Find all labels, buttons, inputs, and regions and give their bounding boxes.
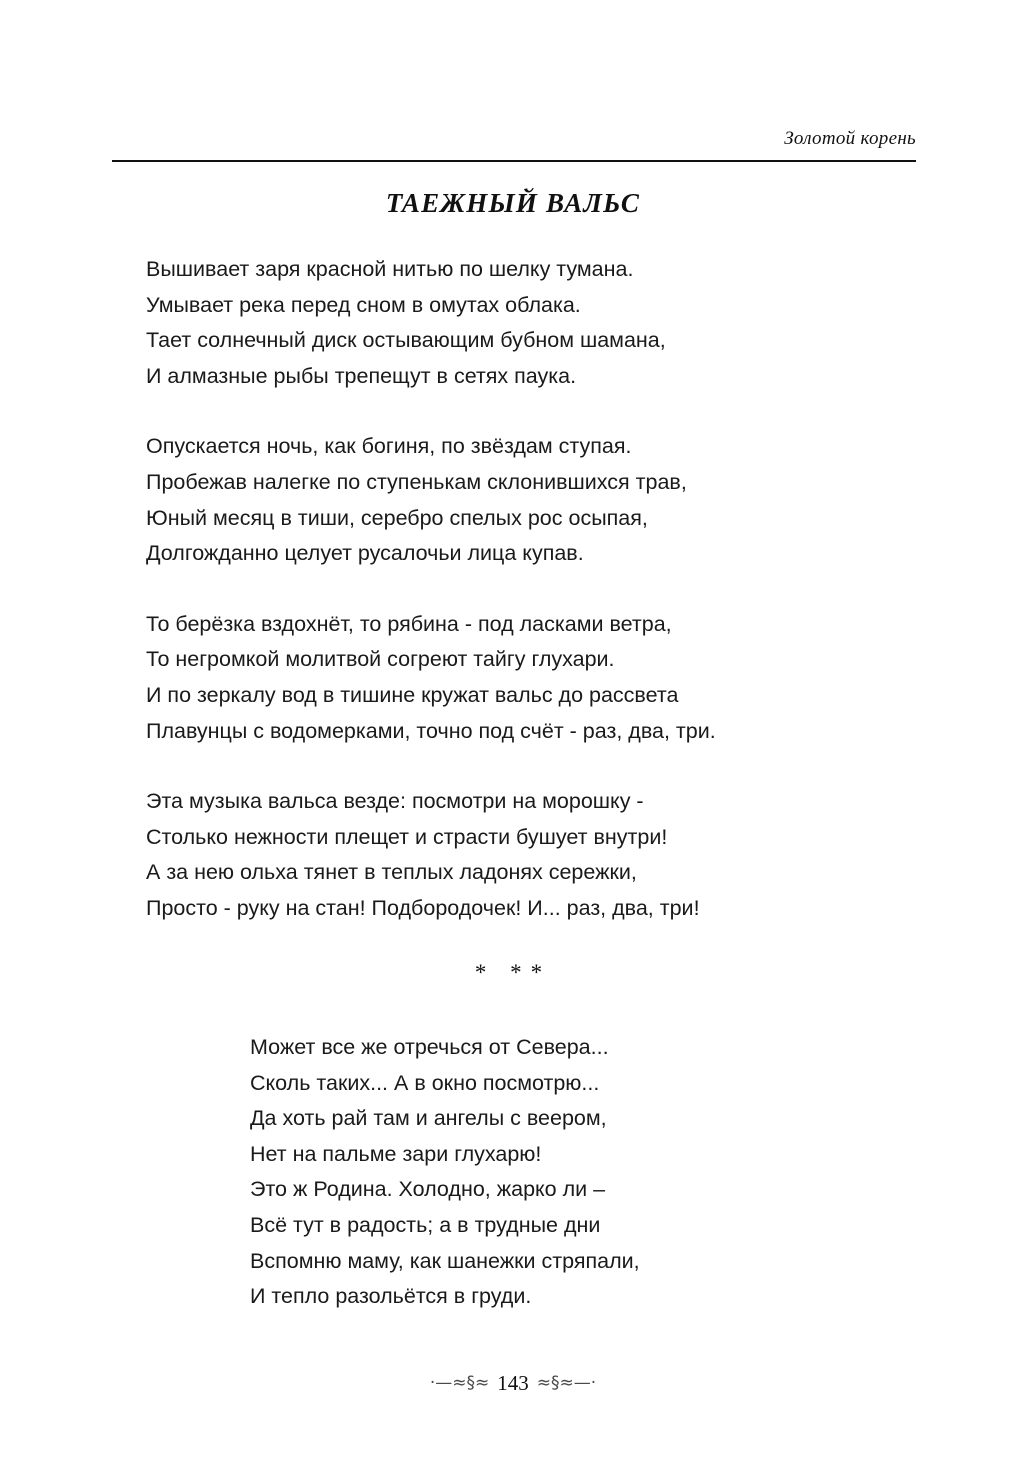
poem-line: Столько нежности плещет и страсти бушует внутри!: [146, 824, 668, 849]
poem-line: Может все же отречься от Севера...: [250, 1035, 609, 1059]
ornament-left-icon: ·—≈§≈: [429, 1373, 490, 1393]
running-head: Золотой корень: [784, 128, 916, 149]
poem-line: Долгожданно целует русалочьи лица купав.: [146, 541, 584, 566]
page-footer: [0, 1371, 1026, 1396]
stanza: [146, 607, 936, 749]
poem-line: И алмазные рыбы трепещут в сетях паука.: [146, 363, 577, 388]
poem-line: Тает солнечный диск остывающим бубном шамана,: [146, 328, 666, 353]
poem-line: Это ж Родина. Холодно, жарко ли –: [250, 1177, 606, 1202]
poem-line: Вспомню маму, как шанежки стряпали,: [250, 1248, 640, 1273]
poem-line: Сколь таких... А в окно посмотрю...: [250, 1070, 600, 1095]
poem-body: [146, 252, 936, 962]
poem-line: Всё тут в радость; а в трудные дни: [250, 1212, 601, 1237]
poem-line: И по зеркалу вод в тишине кружат вальс до рассвета: [146, 682, 679, 707]
poem-line: Юный месяц в тиши, серебро спелых рос осыпая,: [146, 505, 648, 530]
poem-line: А за нею ольха тянет в теплых ладонях сережки,: [146, 860, 637, 885]
poem-line: Эта музыка вальса везде: посмотри на морошку -: [146, 789, 644, 814]
stanza: [146, 784, 936, 926]
poem-line: То негромкой молитвой согреют тайгу глухари.: [146, 647, 615, 672]
poem-line: Да хоть рай там и ангелы с веером,: [250, 1106, 607, 1131]
section-separator: * **: [474, 960, 552, 985]
poem-line: Умывает река перед сном в омутах облака.: [146, 292, 581, 317]
poem-line: Плавунцы с водомерками, точно под счёт - раз, два, три.: [146, 718, 716, 743]
poem-line: И тепло разольётся в груди.: [250, 1284, 532, 1309]
poem-line: Пробежав налегке по ступенькам склонившихся трав,: [146, 469, 687, 494]
poem-title: ТАЕЖНЫЙ ВАЛЬС: [385, 188, 641, 218]
poem-line: Просто - руку на стан! Подбородочек! И... раз, два, три!: [146, 895, 700, 920]
poem-line: Вышивает заря красной нитью по шелку тумана.: [146, 257, 634, 281]
header-rule: [112, 160, 916, 162]
page-number: 143: [497, 1371, 529, 1395]
poem-line: То берёзка вздохнёт, то рябина - под ласками ветра,: [146, 611, 672, 636]
poem-line: Опускается ночь, как богиня, по звёздам ступая.: [146, 434, 632, 459]
second-poem-body: [250, 1030, 850, 1315]
poem-line: Нет на пальме зари глухарю!: [250, 1141, 542, 1166]
stanza: [146, 252, 936, 394]
ornament-right-icon: ≈§≈—·: [536, 1373, 597, 1393]
stanza: [146, 429, 936, 571]
